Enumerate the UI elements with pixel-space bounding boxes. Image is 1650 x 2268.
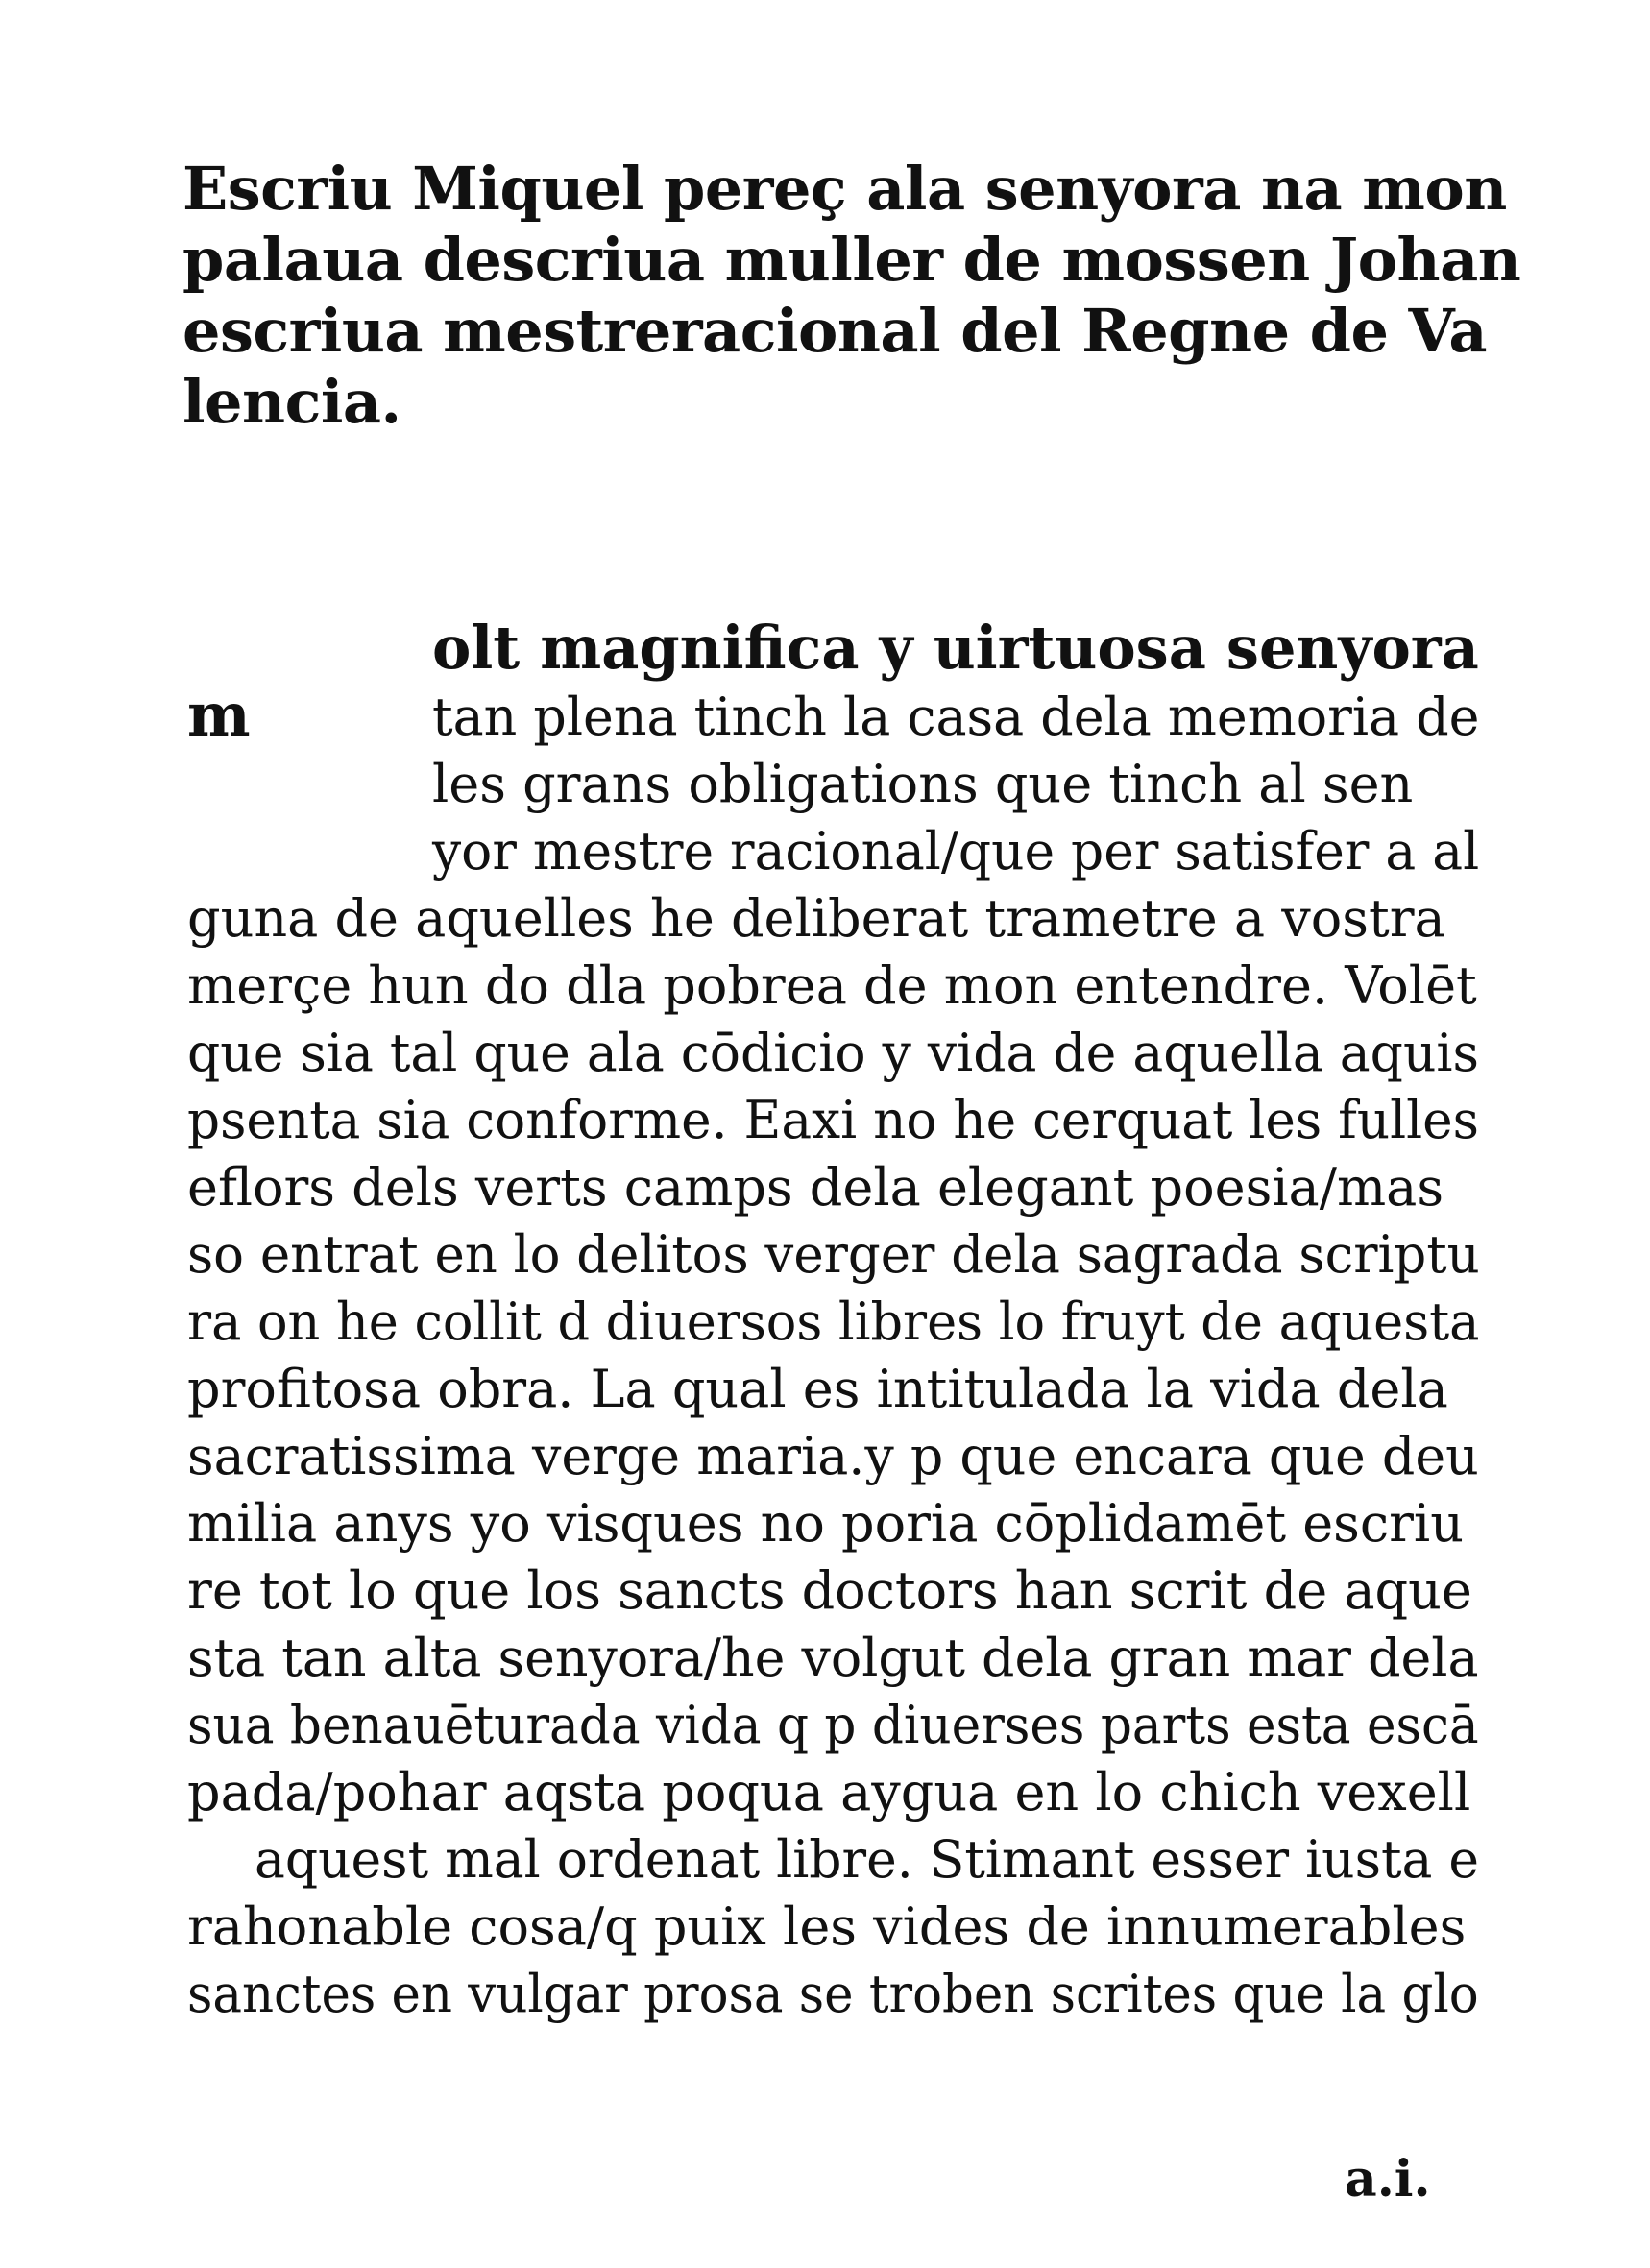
text-line: sanctes en vulgar prosa se troben scrites que la glo (187, 1964, 1479, 2024)
text-line: tan plena tinch la casa dela memoria de (432, 687, 1480, 747)
text-line: rahonable cosa/q puix les vides de innumerables (187, 1896, 1467, 1957)
title-line: lencia. (182, 367, 401, 437)
text-line: aquest mal ordenat libre. Stimant esser iusta e (255, 1829, 1480, 1890)
text-line: sacratissima verge maria.y p que encara que deu (187, 1426, 1479, 1486)
title-line: palaua descriua muller de mossen Johan (182, 225, 1521, 295)
title-rubric (182, 154, 1521, 438)
text-line: eflors dels verts camps dela elegant poesia/mas (187, 1157, 1444, 1218)
text-line: re tot lo que los sancts doctors han scrit de aque (187, 1560, 1472, 1621)
title-line: Escriu Miquel pereç ala senyora na mon (182, 154, 1507, 224)
text-line: pada/pohar aqsta poqua aygua en lo chich vexell (187, 1762, 1471, 1822)
text-line: olt magnifica y uirtuosa senyora (432, 613, 1479, 683)
text-line: les grans obligations que tinch al sen (432, 754, 1414, 814)
text-line: merçe hun do dla pobrea de mon entendre. Volēt (187, 955, 1477, 1016)
text-line: sua benauēturada vida q p diuerses parts esta escā (187, 1695, 1479, 1755)
text-line: guna de aquelles he deliberat trametre a vostra (187, 888, 1445, 949)
text-line: que sia tal que ala cōdicio y vida de aquella aquis (187, 1023, 1479, 1083)
initial-letter: m (187, 680, 251, 750)
title-line: escriua mestreracional del Regne de Va (182, 296, 1488, 366)
text-line: sta tan alta senyora/he volgut dela gran mar dela (187, 1628, 1479, 1688)
text-line: milia anys yo visques no poria cōplidamēt escriu (187, 1493, 1464, 1554)
signature-mark: a.i. (1345, 2150, 1431, 2208)
text-line: profitosa obra. La qual es intitulada la vida dela (187, 1359, 1448, 1419)
text-line: so entrat en lo delitos verger dela sagrada scriptu (187, 1224, 1480, 1285)
text-line: yor mestre racional/que per satisfer a al (432, 821, 1480, 881)
text-line: ra on he collit d diuersos libres lo fruyt de aquesta (187, 1291, 1480, 1352)
text-line: psenta sia conforme. Eaxi no he cerquat les fulles (187, 1090, 1480, 1150)
